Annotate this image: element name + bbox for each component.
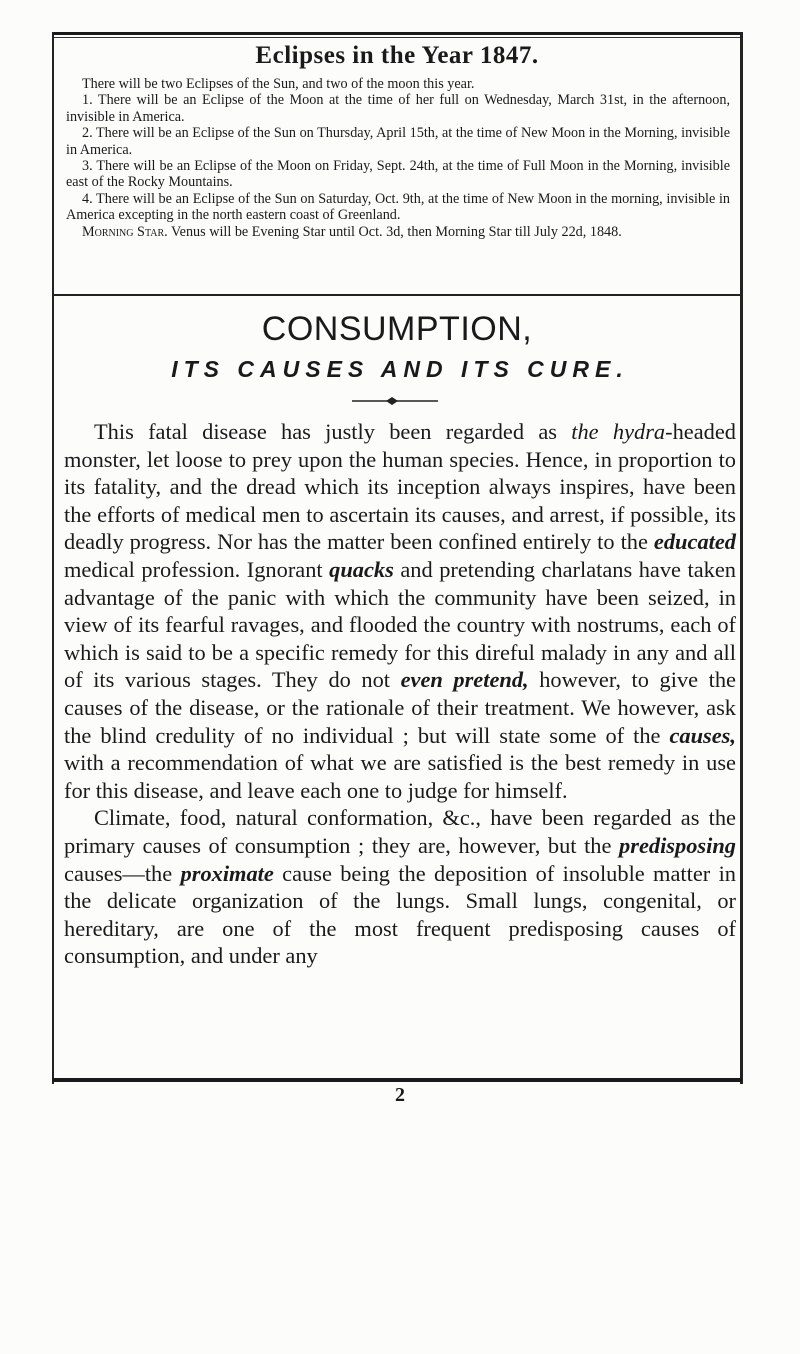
- article-subtitle: ITS CAUSES AND ITS CURE.: [171, 356, 629, 382]
- emphasis-quacks: quacks: [329, 556, 394, 582]
- text-run: with a recommendation of what we are satisfied is the best remedy in use for this disease, and leave each one to judge for himself.: [64, 750, 736, 803]
- text-run: however, to give the causes of the disease, or the rationale of their treatment. We however, ask the blind credulity of no individual ; but will state some of the: [64, 667, 736, 748]
- section-divider: [52, 294, 742, 296]
- emphasis-educated: educated: [653, 529, 736, 555]
- article-body: [64, 418, 736, 970]
- text-run: causes—the: [64, 860, 181, 886]
- eclipses-title: Eclipses in the Year 1847.: [255, 42, 539, 69]
- eclipse-item-1: 1. There will be an Eclipse of the Moon at the time of her full on Wednesday, March 31st, in the afternoon, invisible in America.: [66, 92, 730, 125]
- eclipse-item-4: 4. There will be an Eclipse of the Sun on Saturday, Oct. 9th, at the time of New Moon in the morning, invisible in America excepting in the north eastern coast of Greenland.: [66, 190, 730, 224]
- text-run: -headed monster, let loose to prey upon the human species. Hence, in proportion to its fatality, and the dread which its inception always inspires, have been the efforts of medical men to ascertain its causes, and arrest, if possible, its deadly progress. Nor has the matter been confined entirely to the: [64, 419, 736, 555]
- morning-star-label: Morning Star.: [82, 223, 168, 240]
- text-run: This fatal disease has justly been regarded as: [94, 419, 572, 444]
- eclipses-intro: There will be two Eclipses of the Sun, and two of the moon this year.: [82, 76, 475, 92]
- text-run: medical profession. Ignorant: [64, 556, 330, 582]
- ornament-divider: [350, 395, 440, 407]
- top-rule: [52, 32, 742, 35]
- page-number: 2: [395, 1084, 405, 1106]
- article-paragraph-2: [64, 804, 736, 970]
- emphasis-even-pretend: even pretend,: [400, 667, 529, 693]
- eclipses-section: [66, 76, 730, 240]
- emphasis-causes: causes,: [669, 722, 736, 748]
- emphasis-proximate: proximate: [180, 860, 274, 886]
- top-rule-thin: [52, 37, 742, 38]
- left-border: [52, 32, 54, 1084]
- emphasis-hydra: hydra: [612, 419, 666, 444]
- right-border: [740, 32, 743, 1084]
- article-title: CONSUMPTION,: [261, 310, 533, 348]
- morning-star-text: Venus will be Evening Star until Oct. 3d, then Morning Star till July 22d, 1848.: [167, 223, 622, 240]
- article-paragraph-1: [64, 418, 736, 804]
- text-run: cause being the deposition of insoluble matter in the delicate organization of the lungs. Small lungs, congenital, or hereditary, are one of the most frequent predisposing causes of consumption, and under any: [64, 860, 737, 969]
- text-run: Climate, food, natural conformation, &c., have been regarded as the primary causes of consumption ; they are, however, but the: [64, 805, 736, 858]
- bottom-rule: [52, 1078, 742, 1082]
- emphasis-the: the: [571, 419, 599, 444]
- eclipse-item-3: 3. There will be an Eclipse of the Moon on Friday, Sept. 24th, at the time of Full Moon in the Morning, invisible east of the Rocky Mountains.: [66, 158, 730, 191]
- text-run: and pretending charlatans have taken advantage of the panic with which the community have been seized, in view of its fearful ravages, and flooded the country with nostrums, each of which is said to be a specific remedy for this direful malady in any and all of its various stages. They do not: [64, 556, 736, 693]
- morning-star-note: [66, 224, 730, 240]
- eclipse-item-2: 2. There will be an Eclipse of the Sun on Thursday, April 15th, at the time of New Moon in the Morning, invisible in America.: [66, 125, 730, 158]
- emphasis-predisposing: predisposing: [619, 832, 736, 858]
